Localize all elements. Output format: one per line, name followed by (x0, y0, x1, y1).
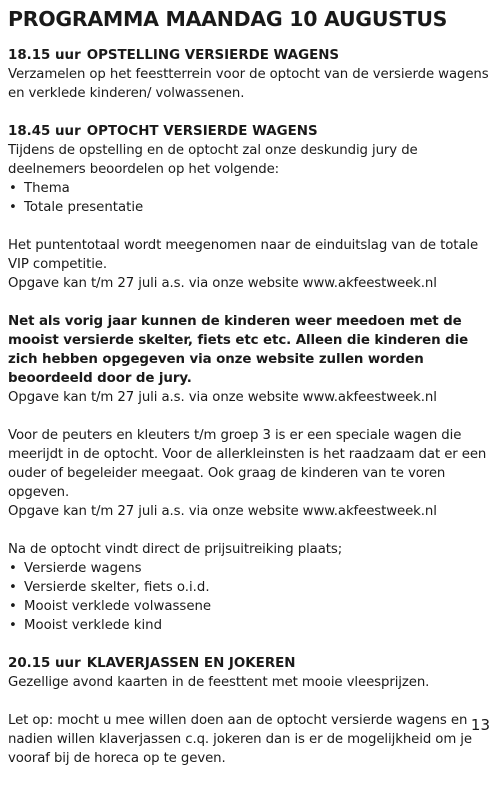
section-time: 18.45 uur (8, 124, 81, 139)
bullet-icon: • (9, 200, 17, 215)
section-optocht (8, 122, 492, 217)
criteria-list (8, 179, 492, 217)
section-text: Na de optocht vindt direct de prijsuitreiking plaats; (8, 542, 343, 557)
opgave-text: Opgave kan t/m 27 juli a.s. via onze website www.akfeestweek.nl (8, 504, 437, 519)
section-heading-text: OPTOCHT VERSIERDE WAGENS (86, 124, 318, 139)
opgave-text: Opgave kan t/m 27 juli a.s. via onze website www.akfeestweek.nl (8, 276, 437, 291)
opgave-text: Opgave kan t/m 27 juli a.s. via onze website www.akfeestweek.nl (8, 390, 437, 405)
list-item: • Mooist verklede kind (9, 618, 163, 633)
list-item: • Versierde skelter, fiets o.i.d. (9, 580, 210, 595)
list-item: • Totale presentatie (9, 200, 144, 215)
section-heading (8, 122, 492, 141)
section-text: Verzamelen op het feestterrein voor de optocht van de versierde wagens en verklede kinderen/ volwassenen. (8, 67, 489, 101)
section-peuters (8, 426, 492, 521)
section-text: Let op: mocht u mee willen doen aan de optocht versierde wagens en nadien willen klaverjassen c.q. jokeren dan is er de mogelijkheid om je vooraf bij de horeca op te geven. (8, 713, 472, 766)
kinderen-bold-text: Net als vorig jaar kunnen de kinderen weer meedoen met de mooist versierde skelter, fiets etc etc. Alleen die kinderen die zich hebben opgegeven via onze website zullen worden beoordeeld door de jury. (8, 314, 469, 386)
section-text: Gezellige avond kaarten in de feesttent met mooie vleesprijzen. (8, 675, 430, 690)
section-kinderen (8, 312, 492, 407)
prize-category-list (8, 559, 492, 635)
section-opstelling (8, 46, 492, 103)
section-text: Tijdens de opstelling en de optocht zal onze deskundig jury de deelnemers beoordelen op het volgende: (8, 143, 418, 177)
section-heading-text: OPSTELLING VERSIERDE WAGENS (86, 48, 340, 63)
section-time: 18.15 uur (8, 48, 81, 63)
document-page (8, 6, 492, 787)
section-heading (8, 654, 492, 673)
section-text: Het puntentotaal wordt meegenomen naar de einduitslag van de totale VIP competitie. (8, 238, 479, 272)
bullet-icon: • (9, 561, 17, 576)
section-klaverjassen (8, 654, 492, 692)
section-heading (8, 46, 492, 65)
list-item: • Versierde wagens (9, 561, 142, 576)
section-puntentotaal (8, 236, 492, 293)
list-item: • Thema (9, 181, 70, 196)
page-title: PROGRAMMA MAANDAG 10 AUGUSTUS (8, 7, 448, 31)
section-time: 20.15 uur (8, 656, 81, 671)
section-heading-text: KLAVERJASSEN EN JOKEREN (86, 656, 296, 671)
section-text: Voor de peuters en kleuters t/m groep 3 is er een speciale wagen die meerijdt in de optocht. Voor de allerkleinsten is het raadzaam dat er een ouder of begeleider meegaat. Ook graag de kinderen van te voren opgeven. (8, 428, 487, 500)
bullet-icon: • (9, 181, 17, 196)
bullet-icon: • (9, 599, 17, 614)
bullet-icon: • (9, 618, 17, 633)
section-prijsuitreiking (8, 540, 492, 635)
page-number: 13 (470, 716, 490, 734)
list-item: • Mooist verklede volwassene (9, 599, 212, 614)
bullet-icon: • (9, 580, 17, 595)
